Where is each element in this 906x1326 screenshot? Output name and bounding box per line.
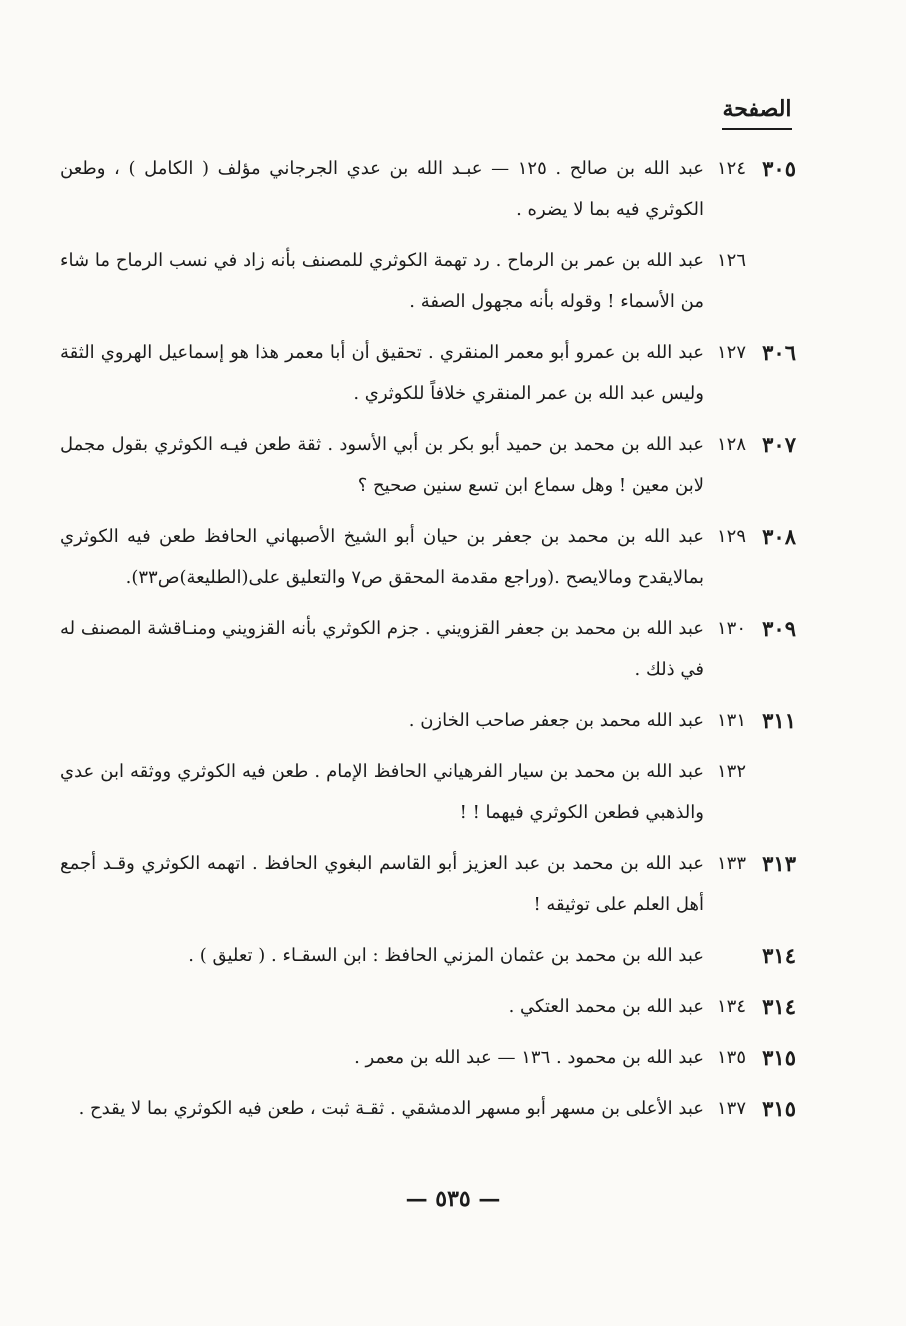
entry-number: ١٢٦ — [716, 250, 746, 271]
entry-page-number: ٣١٥ — [762, 1096, 796, 1121]
entry-number: ١٢٩ — [716, 526, 746, 547]
index-entry — [60, 516, 796, 598]
entry-number: ١٣٤ — [716, 996, 746, 1017]
index-entry — [60, 148, 796, 230]
entry-number: ١٢٧ — [716, 342, 746, 363]
entry-text: عبد الله بن محمد بن حميد أبو بكر بن أبي الأسود . ثقة طعن فيـه الكوثري بقول مجمل لابن معين ! وهل سماع ابن تسع سنين صحيح ؟ — [60, 434, 704, 496]
index-entry — [60, 986, 796, 1027]
entry-text: عبد الله بن محمد بن جعفر القزويني . جزم الكوثري بأنه القزويني ومنـاقشة المصنف له في ذلك . — [60, 618, 704, 680]
entry-page-number: ٣٠٩ — [762, 616, 796, 641]
entry-text: عبد الله بن محمد بن سيار الفرهياني الحافظ الإمام . طعن فيه الكوثري ووثقه ابن عدي والذهبي فطعن الكوثري فيهما ! ! — [60, 761, 704, 823]
entry-number: ١٢٤ — [716, 158, 746, 179]
index-entry — [60, 935, 796, 976]
entry-page-number: ٣٠٧ — [762, 432, 796, 457]
entry-text: عبد الله بن محمود . ١٣٦ — عبد الله بن معمر . — [354, 1047, 704, 1068]
index-entries — [60, 148, 796, 1139]
entry-text: عبد الأعلى بن مسهر أبو مسهر الدمشقي . ثقـة ثبت ، طعن فيه الكوثري بما لا يقدح . — [78, 1098, 704, 1119]
index-entry — [60, 751, 796, 833]
index-entry — [60, 240, 796, 322]
index-entry — [60, 700, 796, 741]
index-entry — [60, 608, 796, 690]
entry-page-number: ٣١١ — [762, 708, 796, 733]
page-footer — [0, 1186, 906, 1212]
index-entry — [60, 843, 796, 925]
entry-page-number: ٣١٣ — [762, 851, 796, 876]
footer-page-number: — ٥٣٥ — — [405, 1186, 501, 1212]
entry-page-number: ٣٠٥ — [762, 156, 796, 181]
index-entry — [60, 332, 796, 414]
index-entry — [60, 424, 796, 506]
entry-text: عبد الله بن محمد العتكي . — [508, 996, 704, 1017]
entry-text: عبد الله محمد بن جعفر صاحب الخازن . — [408, 710, 704, 731]
entry-text: عبد الله بن محمد بن عثمان المزني الحافظ : ابن السقـاء . ( تعليق ) . — [188, 945, 704, 966]
entry-text: عبد الله بن محمد بن جعفر بن حيان أبو الشيخ الأصبهاني الحافظ طعن فيه الكوثري بمالايقدح ومالايصح .(وراجع مقدمة المحقق ص٧ والتعليق على(الطليعة)ص٣٣). — [60, 526, 704, 588]
entry-text: عبد الله بن عمرو أبو معمر المنقري . تحقيق أن أبا معمر هذا هو إسماعيل الهروي الثقة وليس عبد الله بن عمر المنقري خلافاً للكوثري . — [60, 342, 704, 404]
entry-page-number: ٣١٥ — [762, 1045, 796, 1070]
entry-page-number: ٣١٤ — [762, 943, 796, 968]
entry-page-number: ٣١٤ — [762, 994, 796, 1019]
column-header — [722, 96, 792, 130]
entry-text: عبد الله بن محمد بن عبد العزيز أبو القاسم البغوي الحافظ . اتهمه الكوثري وقـد أجمع أهل العلم على توثيقه ! — [60, 853, 704, 915]
header-underline — [722, 128, 792, 130]
entry-number: ١٣٠ — [716, 618, 746, 639]
entry-number: ١٣١ — [716, 710, 746, 731]
entry-number: ١٣٥ — [716, 1047, 746, 1068]
entry-number: ١٣٢ — [716, 761, 746, 782]
entry-text: عبد الله بن صالح . ١٢٥ — عبـد الله بن عدي الجرجاني مؤلف ( الكامل ) ، وطعن الكوثري فيه بما لا يضره . — [60, 158, 704, 220]
entry-number: ١٣٧ — [716, 1098, 746, 1119]
index-entry — [60, 1088, 796, 1129]
entry-number: ١٢٨ — [716, 434, 746, 455]
entry-text: عبد الله بن عمر بن الرماح . رد تهمة الكوثري للمصنف بأنه زاد في نسب الرماح ما شاء من الأسماء ! وقوله بأنه مجهول الصفة . — [60, 250, 704, 312]
entry-page-number: ٣٠٦ — [762, 340, 796, 365]
entry-page-number: ٣٠٨ — [762, 524, 796, 549]
index-entry — [60, 1037, 796, 1078]
page-column-label: الصفحة — [722, 96, 792, 122]
entry-number: ١٣٣ — [716, 853, 746, 874]
